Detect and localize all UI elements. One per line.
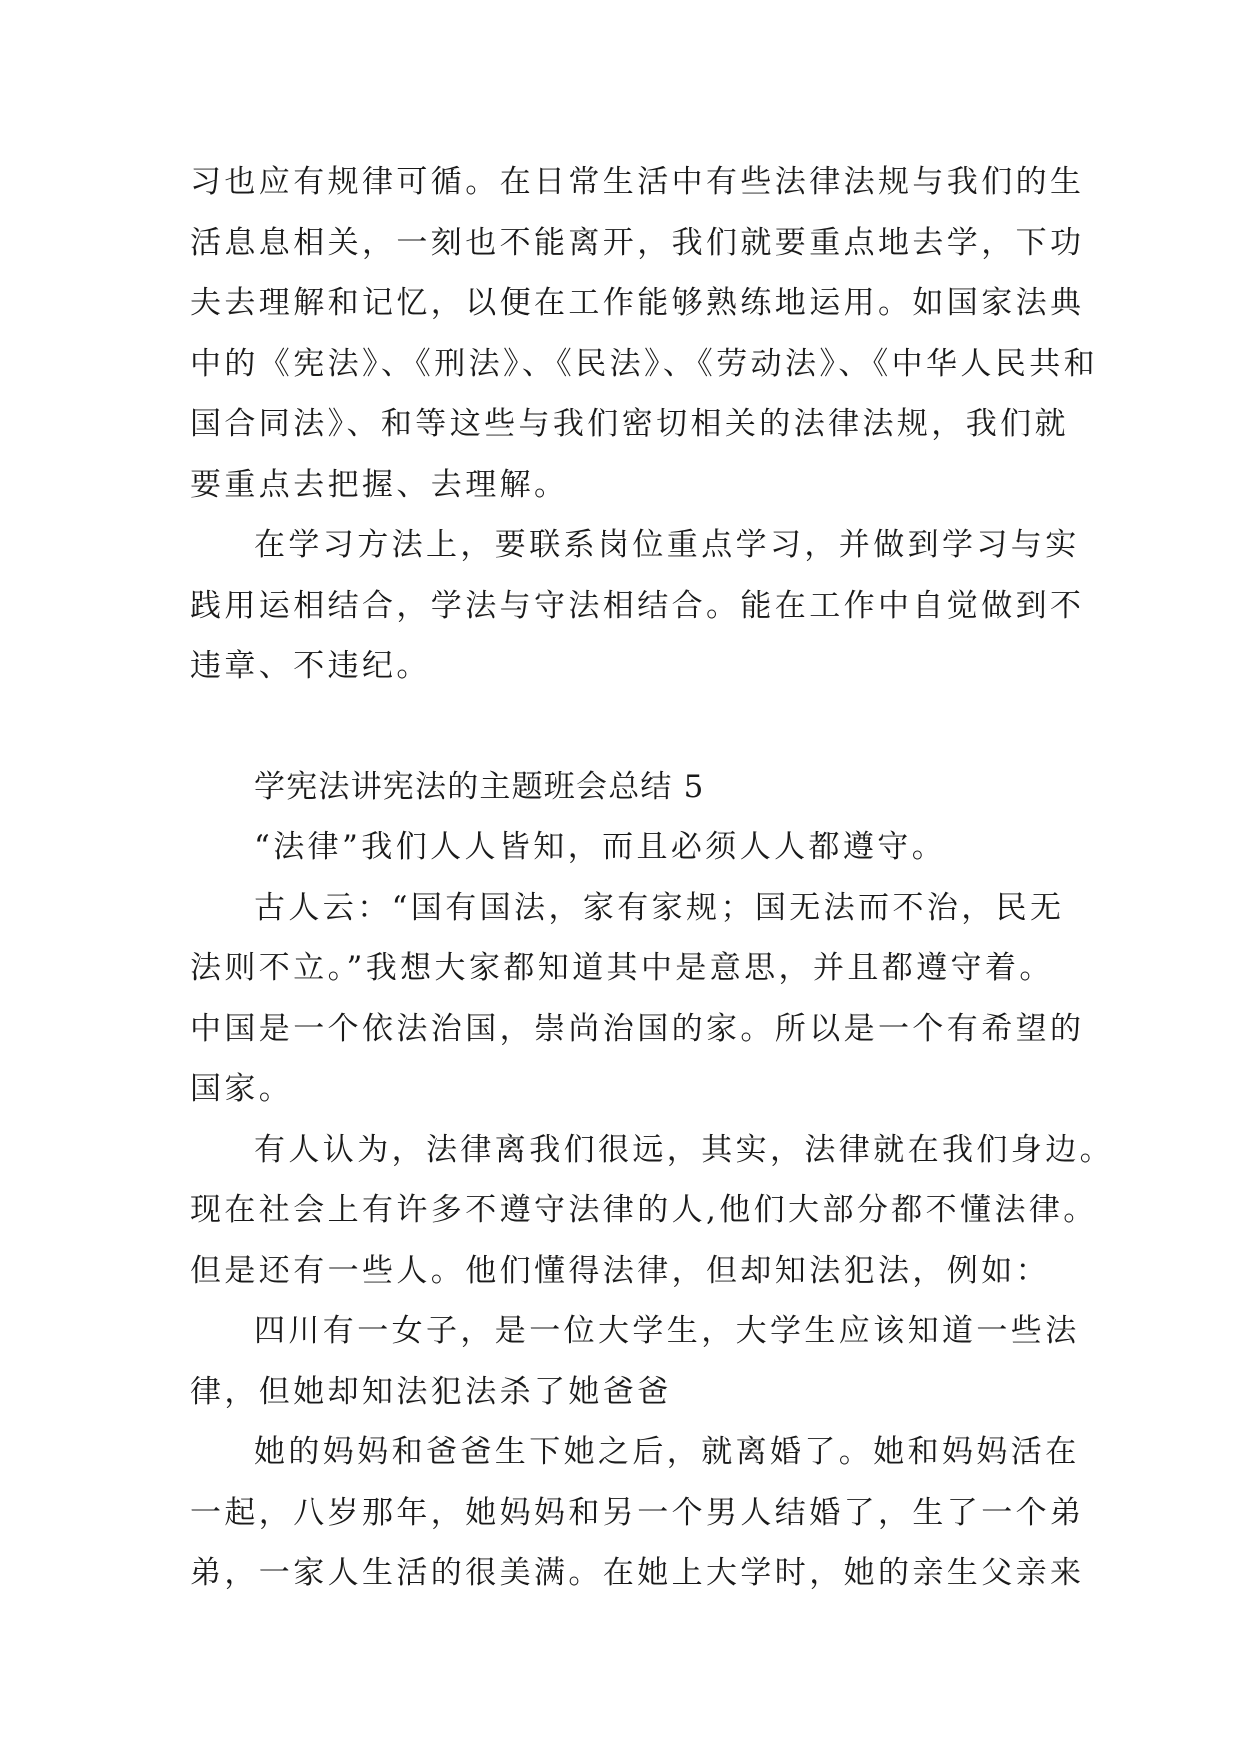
text-line: 国合同法》、和等这些与我们密切相关的法律法规，我们就 [190,406,1069,442]
paragraph-first-line: 四川有一女子，是一位大学生，大学生应该知道一些法 [254,1313,1080,1349]
text-line: 国家。 [190,1071,294,1107]
text-line: 一起，八岁那年，她妈妈和另一个男人结婚了，生了一个弟 [190,1494,1085,1531]
paragraph-first-line: 她的妈妈和爸爸生下她之后，就离婚了。她和妈妈活在 [254,1434,1080,1470]
paragraph-first-line: “法律”我们人人皆知，而且必须人人都遵守。 [254,829,947,865]
text-line: 法则不立。”我想大家都知道其中是意思，并且都遵守着。 [190,950,1054,986]
text-line: 但是还有一些人。他们懂得法律，但却知法犯法，例如： [190,1252,1050,1289]
text-line: 践用运相结合，学法与守法相结合。能在工作中自觉做到不 [190,587,1085,624]
text-line: 律，但她却知法犯法杀了她爸爸 [190,1373,672,1410]
text-line: 要重点去把握、去理解。 [190,466,569,503]
paragraph-first-line: 古人云：“国有国法，家有家规；国无法而不治，民无 [254,889,1065,926]
document-body [190,152,1114,1604]
section-heading: 学宪法讲宪法的主题班会总结 5 [254,768,705,805]
text-line: 违章、不违纪。 [190,648,431,684]
text-line: 弟，一家人生活的很美满。在她上大学时，她的亲生父亲来 [190,1555,1085,1591]
text-line: 活息息相关，一刻也不能离开，我们就要重点地去学，下功 [190,224,1085,261]
text-line: 习也应有规律可循。在日常生活中有些法律法规与我们的生 [190,164,1085,200]
text-line: 中的《宪法》、《刑法》、《民法》、《劳动法》、《中华人民共和 [190,345,1098,382]
text-line: 中国是一个依法治国，崇尚治国的家。所以是一个有希望的 [190,1010,1085,1047]
paragraph-first-line: 在学习方法上，要联系岗位重点学习，并做到学习与实 [254,527,1080,563]
text-line: 现在社会上有许多不遵守法律的人,他们大部分都不懂法律。 [190,1192,1098,1228]
paragraph-first-line: 有人认为，法律离我们很远，其实，法律就在我们身边。 [254,1131,1114,1168]
section-spacer [190,697,1055,757]
text-line: 夫去理解和记忆，以便在工作能够熟练地运用。如国家法典 [190,285,1085,321]
